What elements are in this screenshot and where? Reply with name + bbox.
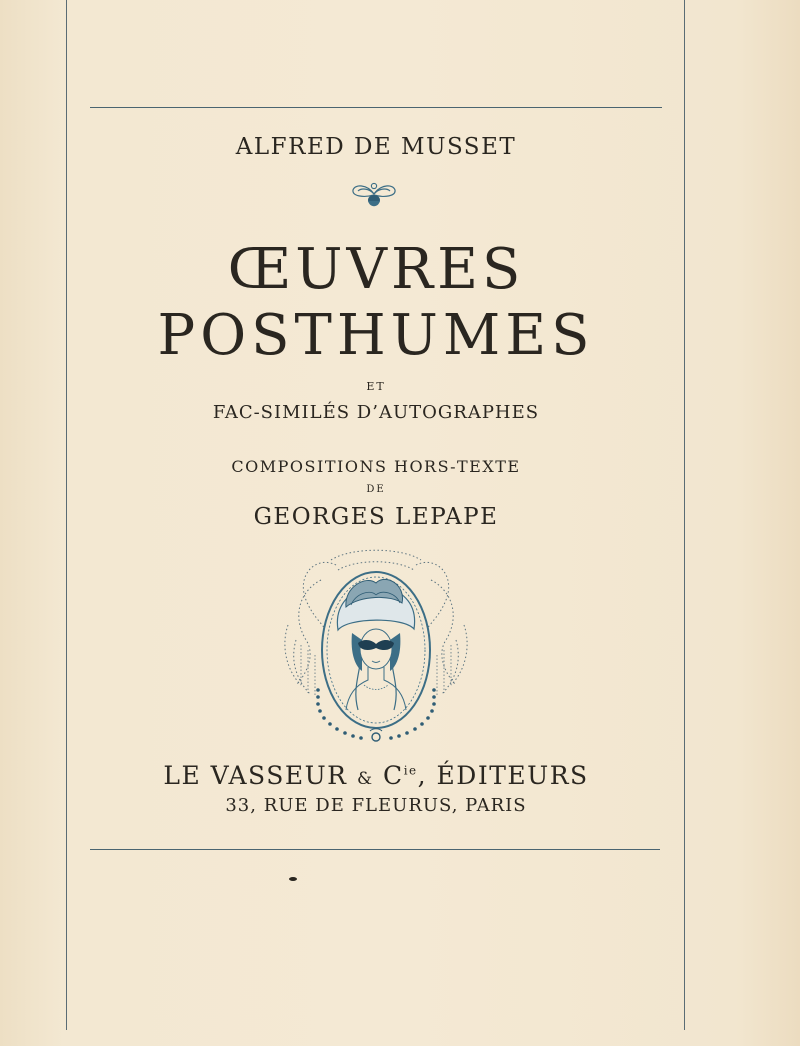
bottom-rule — [90, 849, 660, 850]
publisher-company-sup: ie — [403, 763, 418, 778]
compositions-line: COMPOSITIONS HORS‑TEXTE — [231, 457, 521, 476]
publisher-line — [90, 761, 662, 790]
conjunction-et: ET — [366, 380, 386, 393]
bow-ornament-icon — [349, 178, 399, 214]
publisher-role: , ÉDITEURS — [417, 761, 589, 790]
left-margin-rule — [66, 0, 67, 1030]
publisher-address: 33, RUE DE FLEURUS, PARIS — [225, 795, 527, 816]
publisher-name: LE VASSEUR — [163, 761, 357, 790]
title-line-1: ŒUVRES — [227, 237, 525, 302]
top-rule — [90, 107, 662, 108]
right-margin-rule — [684, 0, 685, 1030]
title-line-2: POSTHUMES — [157, 303, 595, 368]
ink-dot — [289, 877, 297, 881]
illustrator-name: GEORGES LEPAPE — [253, 504, 499, 530]
subtitle-facsimiles: FAC‑SIMILÉS D’AUTOGRAPHES — [212, 402, 540, 423]
masked-lady-portrait-vignette — [276, 545, 476, 750]
preposition-de: DE — [366, 484, 386, 495]
publisher-company: C — [373, 761, 404, 790]
author-name: ALFRED DE MUSSET — [235, 134, 517, 160]
publisher-ampersand: & — [356, 769, 374, 789]
